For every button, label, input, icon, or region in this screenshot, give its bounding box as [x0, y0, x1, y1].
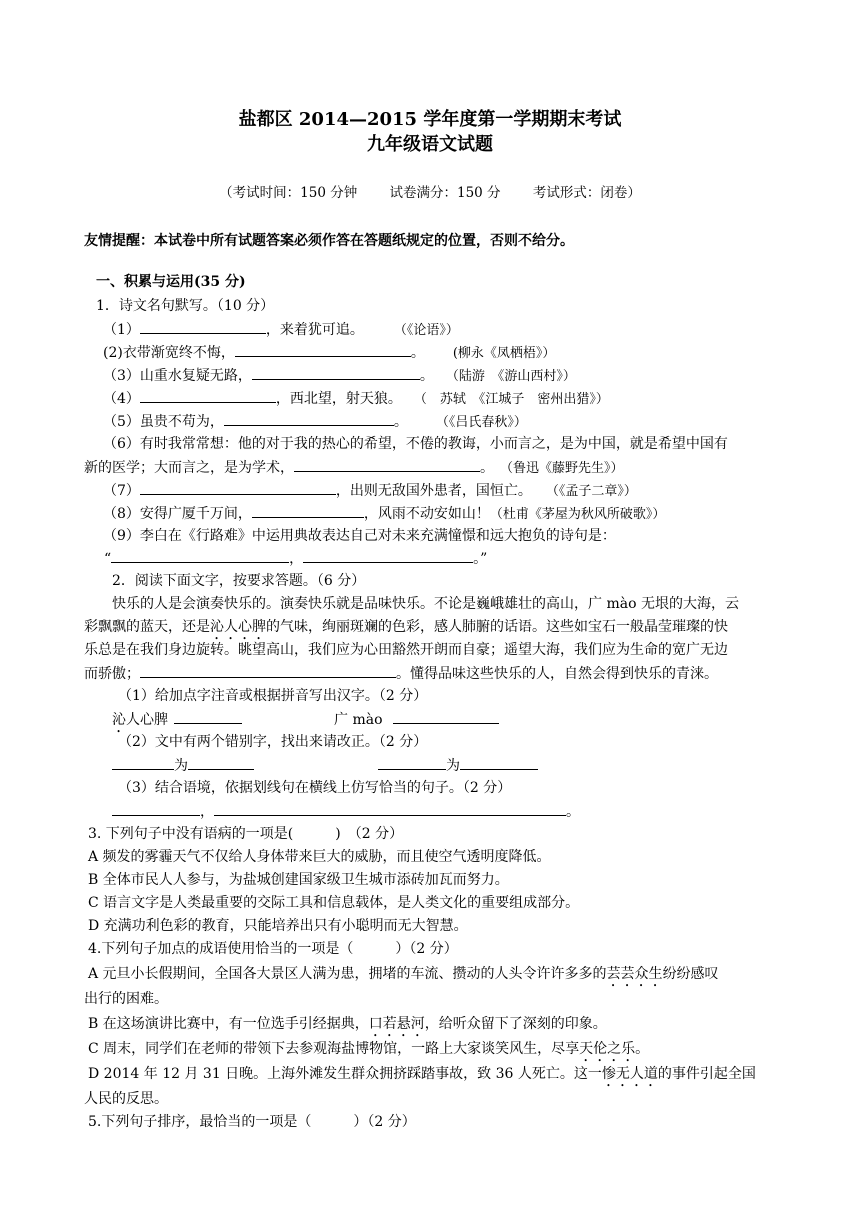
q3-title: 3. 下列句子中没有语病的一项是( ) （2 分） — [88, 826, 404, 842]
q1-item-7-num: （7） — [103, 483, 140, 499]
q4-option-d-line-1 — [88, 1063, 756, 1090]
exam-info — [0, 184, 860, 202]
exam-subtitle: 九年级语文试题 — [367, 134, 493, 155]
dotted-idiom: 天伦之乐 — [579, 1041, 636, 1057]
option-text: 纷纷感叹 — [662, 966, 719, 982]
q1-item-9: （9）李白在《行路难》中运用典故表达自己对未来充满憧憬和远大抱负的诗句是： — [103, 528, 616, 544]
q4-option-d-line-2: 人民的反思。 — [84, 1091, 168, 1107]
word-2: 广 mào — [334, 712, 383, 728]
answer-blank — [294, 456, 480, 472]
q4-option-b — [88, 1013, 607, 1040]
q1-item-1-num: （1） — [103, 322, 140, 338]
q1-item-2 — [103, 341, 555, 365]
answer-blank — [378, 754, 446, 770]
period: 。 — [566, 804, 580, 820]
q1-item-3-text: （3）山重水复疑无路， — [103, 368, 252, 384]
q1-item-4-source: （ 苏轼 《江城子 密州出猎》） — [413, 392, 609, 407]
q3-option-c: C 语言文字是人类最重要的交际工具和信息载体，是人类文化的重要组成部分。 — [88, 895, 580, 911]
answer-blank — [252, 364, 420, 380]
option-text: D 2014 年 12 月 31 日晚。上海外滩发生群众拥挤踩踏事故，致 36 人死亡。这一 — [88, 1066, 602, 1082]
open-quote: “ — [104, 551, 112, 567]
q2-sub-1: （1）给加点字注音或根据拼音写出汉字。（2 分） — [118, 688, 428, 704]
q4-option-a-line-1 — [88, 963, 719, 990]
q1-item-7-source: （《孟子二章》） — [545, 484, 637, 499]
q1-item-7-text: ，出则无敌国外患者，国恒亡。 — [335, 483, 532, 499]
q1-item-5 — [103, 410, 527, 434]
answer-blank — [224, 410, 394, 426]
answer-blank — [112, 800, 200, 816]
q2-sub-2: （2）文中有两个错别字，找出来请改正。（2 分） — [118, 734, 428, 750]
option-text: ，给听众留下了深刻的印象。 — [424, 1016, 607, 1032]
q1-item-8-text: （8）安得广厦千万间， — [103, 506, 252, 522]
q1-item-1-text: ，来着犹可追。 — [265, 322, 364, 338]
q4-option-a-line-2: 出行的困难。 — [84, 991, 168, 1007]
answer-blank — [252, 502, 364, 518]
q1-item-6-line-1: （6）有时我常常想：他的对于我的热心的希望，不倦的教诲，小而言之，是为中国，就是希望中国有 — [103, 436, 728, 452]
answer-blank — [174, 708, 242, 724]
passage-text: 彩飘飘的蓝天，还是 — [84, 619, 210, 635]
answer-blank — [188, 754, 254, 770]
dotted-idiom: 口若悬河 — [368, 1016, 425, 1032]
q3-option-b: B 全体市民人人参与，为盐城创建国家级卫生城市添砖加瓦而努力。 — [88, 872, 509, 888]
exam-title: 盐都区 2014—2015 学年度第一学期期末考试 — [238, 109, 622, 130]
q1-item-6-end: 。 — [480, 460, 494, 476]
dotted-idiom: 惨无人道 — [601, 1066, 658, 1082]
comma: ， — [289, 551, 304, 567]
answer-blank — [235, 341, 411, 357]
passage-text: 而骄傲； — [84, 666, 140, 682]
dotted-char: 沁 — [112, 712, 126, 728]
q1-item-8 — [103, 502, 665, 526]
q1-item-4-text: ，西北望，射天狼。 — [275, 391, 402, 407]
exam-form: 考试形式：闭卷） — [532, 185, 641, 201]
q4-option-c — [88, 1038, 649, 1065]
q1-item-1 — [103, 318, 459, 342]
q1-item-3 — [103, 364, 576, 388]
dotted-phrase: 沁人心脾 — [210, 619, 266, 635]
q1-title: 1．诗文名句默写。（10 分） — [96, 298, 275, 314]
section-1-title: 一、积累与运用(35 分) — [96, 274, 246, 290]
option-text: 的事件引起全国 — [657, 1066, 756, 1082]
passage-text: 的气味，绚丽斑斓的色彩，感人肺腑的话语。这些如宝石一般晶莹璀璨的快 — [266, 619, 728, 635]
option-text: 。 — [635, 1041, 650, 1057]
close-quote: 。” — [473, 551, 488, 567]
q1-item-6-source: （鲁迅《藤野先生》） — [500, 461, 624, 476]
q1-item-5-source: （《吕氏春秋》） — [435, 415, 527, 430]
answer-blank — [303, 547, 473, 563]
q1-item-1-source: （《论语》） — [393, 323, 459, 338]
answer-blank — [140, 387, 276, 403]
answer-blank — [111, 547, 289, 563]
q2-sub-3: （3）结合语境，依据划线句在横线上仿写恰当的句子。（2 分） — [118, 780, 512, 796]
q1-item-6-text: 新的医学；大而言之，是为学术， — [84, 460, 294, 476]
q5-title: 5.下列句子排序，最恰当的一项是（ ）（2 分） — [88, 1114, 416, 1130]
answer-blank — [214, 800, 566, 816]
q1-item-3-source: （陆游 《游山西村》） — [445, 369, 576, 384]
answer-blank — [140, 318, 266, 334]
option-text: B 在这场演讲比赛中，有一位选手引经据典， — [88, 1016, 369, 1032]
q3-option-a: A 频发的雾霾天气不仅给人身体带来巨大的威胁，而且使空气透明度降低。 — [88, 849, 551, 865]
q3-option-d: D 充满功利色彩的教育，只能培养出只有小聪明而无大智慧。 — [88, 918, 468, 934]
q2-passage-line-1: 快乐的人是会演奏快乐的。演奏快乐就是品味快乐。不论是巍峨雄壮的高山，广 mào 无垠的大海，云 — [112, 596, 739, 612]
q2-title: 2．阅读下面文字，按要求答题。（6 分） — [112, 573, 366, 589]
q2-sub-3-answer — [112, 800, 580, 823]
q1-item-6-line-2 — [84, 456, 624, 480]
full-score: 试卷满分：150 分 — [389, 185, 501, 201]
wei-label: 为 — [174, 758, 188, 774]
q4-title: 4.下列句子加点的成语使用恰当的一项是（ ）（2 分） — [88, 941, 458, 957]
q2-passage-line-3: 乐总是在我们身边旋转。眺望高山，我们应为心田豁然开朗而自豪；遥望大海，我们应为生命的宽广无边 — [84, 642, 728, 658]
dotted-idiom: 芸芸众生 — [606, 966, 663, 982]
q1-item-8-text-2: ，风雨不动安如山！ — [363, 506, 490, 522]
passage-text: 。懂得品味这些快乐的人，自然会得到快乐的青涞。 — [396, 666, 718, 682]
q1-item-2-source: (柳永《凤栖梧》） — [452, 346, 556, 361]
q1-item-7 — [103, 479, 637, 503]
q1-item-4 — [103, 387, 609, 411]
q2-passage-line-4 — [84, 662, 718, 685]
q1-item-2-text: (2)衣带渐宽终不悔， — [103, 345, 235, 361]
reminder: 友情提醒：本试卷中所有试题答案必须作答在答题纸规定的位置，否则不给分。 — [84, 233, 574, 249]
answer-blank — [393, 708, 499, 724]
wei-label: 为 — [446, 758, 460, 774]
answer-blank — [140, 662, 396, 678]
word-1: 人心脾 — [126, 712, 168, 728]
q2-sub-2-answers — [112, 754, 538, 777]
q1-item-8-source: （杜甫《茅屋为秋风所破歌》） — [489, 507, 666, 522]
exam-time: （考试时间：150 分钟 — [219, 185, 358, 201]
q1-item-9-answer — [104, 547, 487, 570]
q1-item-2-end: 。 — [410, 345, 425, 361]
q1-item-3-end: 。 — [419, 368, 434, 384]
answer-blank — [140, 479, 336, 495]
option-text: A 元旦小长假期间，全国各大景区人满为患，拥堵的车流、攒动的人头令许许多多的 — [88, 966, 607, 982]
option-text: C 周末，同学们在老师的带领下去参观海盐博物馆，一路上大家谈笑风生，尽享 — [88, 1041, 580, 1057]
q1-item-5-text: （5）虽贵不苟为， — [103, 414, 224, 430]
q1-item-4-num: （4） — [103, 391, 140, 407]
comma: ， — [200, 804, 214, 820]
answer-blank — [460, 754, 538, 770]
q1-item-5-end: 。 — [393, 414, 408, 430]
answer-blank — [112, 754, 174, 770]
